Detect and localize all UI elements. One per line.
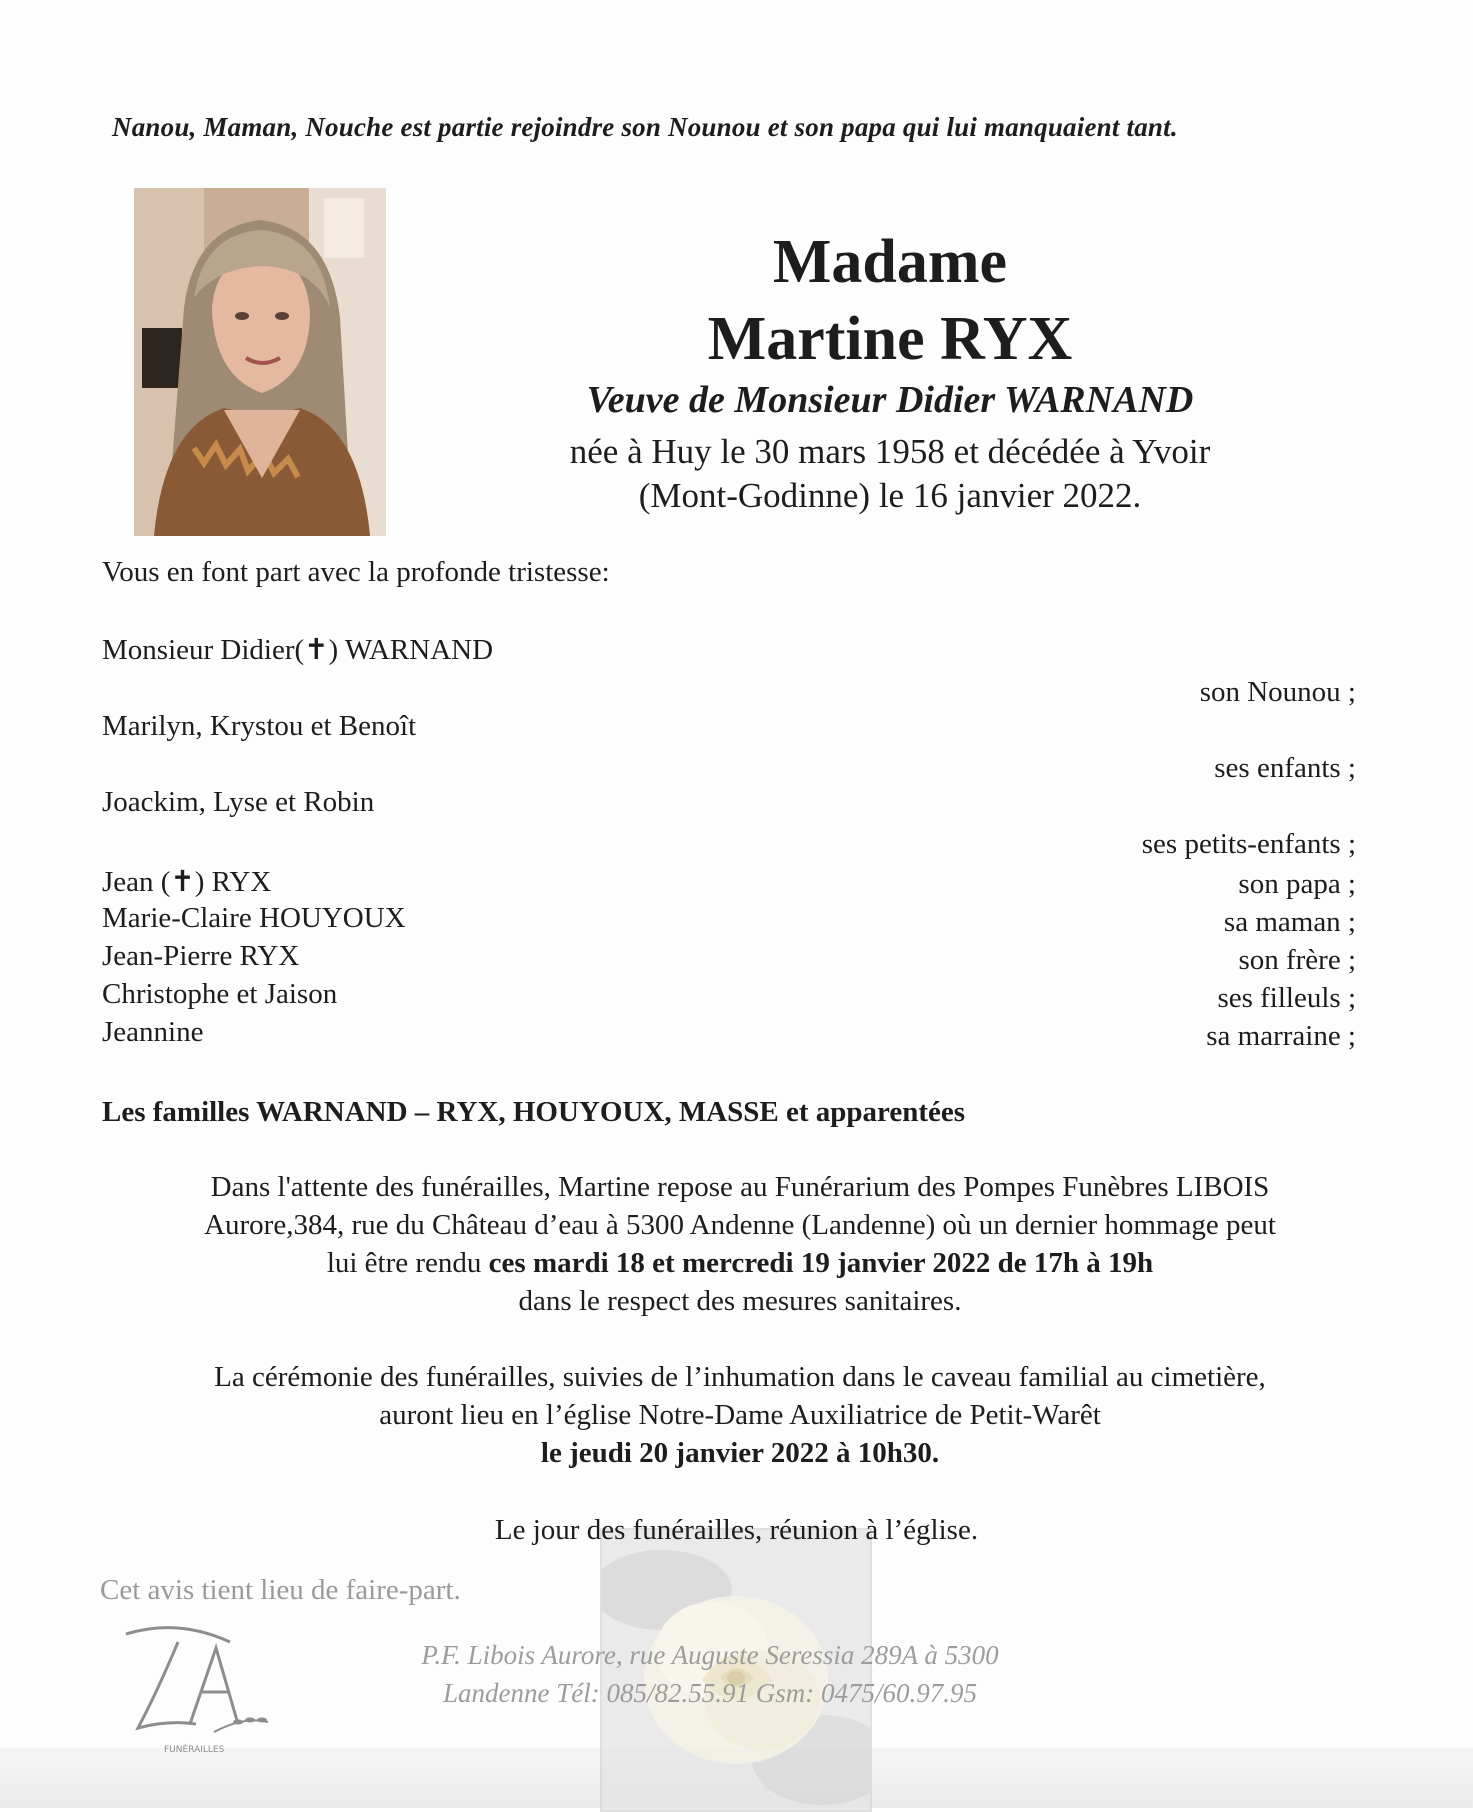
family-relation: sa maman ; — [1223, 906, 1356, 938]
family-name: Jean (✝) RYX — [102, 866, 272, 898]
family-relation: son Nounou ; — [1199, 676, 1356, 708]
ceremony-line-1: La cérémonie des funérailles, suivies de l’inhumation dans le caveau familial au cimetière, — [214, 1361, 1266, 1393]
birth-line-1: née à Huy le 30 mars 1958 et décédée à Yvoir — [569, 432, 1211, 471]
ceremony-line-2: auront lieu en l’église Notre-Dame Auxiliatrice de Petit-Warêt — [379, 1399, 1101, 1431]
family-name: Marie-Claire HOUYOUX — [102, 902, 406, 934]
ceremony-paragraph — [80, 1358, 1400, 1472]
deceased-name-block — [470, 226, 1310, 378]
birth-line-2: (Mont-Godinne) le 16 janvier 2022. — [638, 476, 1142, 515]
portrait-photo — [134, 188, 386, 536]
visitation-line-1: Dans l'attente des funérailles, Martine repose au Funérarium des Pompes Funèbres LIBOIS — [210, 1171, 1270, 1203]
visitation-line-2: Aurore,384, rue du Château d’eau à 5300 Andenne (Landenne) où un dernier hommage peut — [204, 1209, 1276, 1241]
family-name: Joackim, Lyse et Robin — [102, 786, 375, 818]
family-relation: son frère ; — [1238, 944, 1356, 976]
visitation-line-3 — [80, 1244, 1400, 1282]
family-name: Jean-Pierre RYX — [102, 940, 300, 972]
logo-caption: FUNÉRAILLES — [164, 1745, 225, 1755]
family-name: Marilyn, Krystou et Benoît — [102, 710, 417, 742]
family-relation: ses petits-enfants ; — [1141, 828, 1356, 860]
notice-line: Cet avis tient lieu de faire-part. — [100, 1574, 461, 1606]
family-name: Jeannine — [102, 1016, 204, 1048]
visitation-paragraph — [80, 1168, 1400, 1320]
visitation-dates: ces mardi 18 et mercredi 19 janvier 2022 de 17h à 19h — [488, 1247, 1154, 1279]
families-line: Les familles WARNAND – RYX, HOUYOUX, MASSE et apparentées — [102, 1096, 966, 1128]
deceased-title: Madame — [772, 228, 1008, 296]
family-name: Christophe et Jaison — [102, 978, 338, 1010]
visitation-line-4: dans le respect des mesures sanitaires. — [518, 1285, 962, 1317]
family-relation: ses filleuls ; — [1217, 982, 1356, 1014]
birth-death-info — [470, 430, 1310, 518]
announcement-line: Vous en font part avec la profonde tristesse: — [102, 556, 610, 588]
intro-line: Nanou, Maman, Nouche est partie rejoindre son Nounou et son papa qui lui manquaient tant. — [112, 112, 1178, 142]
funeral-home-logo — [118, 1620, 290, 1760]
family-name: Monsieur Didier(✝) WARNAND — [102, 634, 494, 666]
funeral-home-phone: Landenne Tél: 085/82.55.91 Gsm: 0475/60.97.95 — [443, 1678, 977, 1708]
deceased-name: Martine RYX — [707, 305, 1073, 373]
funeral-home-address: P.F. Libois Aurore, rue Auguste Seressia 289A à 5300 — [421, 1640, 999, 1670]
widow-line: Veuve de Monsieur Didier WARNAND — [586, 379, 1194, 421]
visitation-line-3-prefix: lui être rendu — [326, 1247, 489, 1279]
family-relation: sa marraine ; — [1206, 1020, 1356, 1052]
reunion-line: Le jour des funérailles, réunion à l’église. — [494, 1514, 979, 1546]
ceremony-date: le jeudi 20 janvier 2022 à 10h30. — [540, 1437, 940, 1469]
family-relation: ses enfants ; — [1214, 752, 1356, 784]
funeral-home-footer — [360, 1636, 1060, 1712]
family-relation: son papa ; — [1238, 868, 1356, 900]
